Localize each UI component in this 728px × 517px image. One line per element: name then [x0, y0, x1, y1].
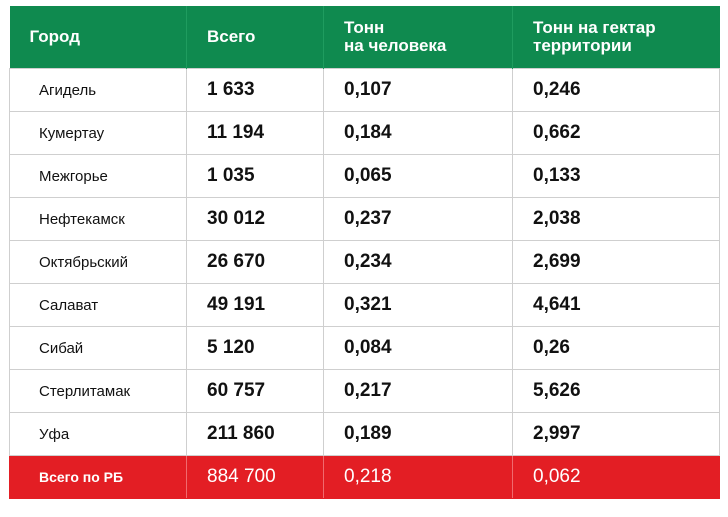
- per-person-cell: 0,107: [324, 69, 513, 112]
- per-person-cell: 0,237: [324, 198, 513, 241]
- per-hectare-cell: 4,641: [513, 284, 720, 327]
- city-cell: Кумертау: [10, 112, 187, 155]
- header-per-person-line-2: на человека: [344, 36, 447, 55]
- per-person-cell: 0,065: [324, 155, 513, 198]
- table-row: [10, 155, 720, 198]
- per-hectare-cell: 0,662: [513, 112, 720, 155]
- table-row: [10, 69, 720, 112]
- header-per-person-line-1: Тонн: [344, 18, 385, 37]
- city-cell: Салават: [10, 284, 187, 327]
- per-hectare-cell: 2,038: [513, 198, 720, 241]
- total-city-cell: Всего по РБ: [10, 456, 187, 499]
- header-city-line-1: Город: [29, 27, 81, 46]
- per-hectare-cell: 5,626: [513, 370, 720, 413]
- total-cell: 11 194: [187, 112, 324, 155]
- header-row: [10, 6, 720, 69]
- per-person-cell: 0,234: [324, 241, 513, 284]
- city-cell: Сибай: [10, 327, 187, 370]
- total-cell: 49 191: [187, 284, 324, 327]
- per-person-cell: 0,084: [324, 327, 513, 370]
- header-total: [187, 6, 324, 69]
- city-cell: Межгорье: [10, 155, 187, 198]
- per-person-cell: 0,217: [324, 370, 513, 413]
- total-cell: 211 860: [187, 413, 324, 456]
- header-per-hectare: [513, 6, 720, 69]
- total-cell: 26 670: [187, 241, 324, 284]
- city-cell: Агидель: [10, 69, 187, 112]
- header-per-hectare-line-1: Тонн на гектар: [533, 18, 656, 37]
- total-cell: 30 012: [187, 198, 324, 241]
- table-row: [10, 370, 720, 413]
- emissions-table: [9, 6, 720, 499]
- per-hectare-cell: 2,699: [513, 241, 720, 284]
- table-row: [10, 198, 720, 241]
- table-row: [10, 413, 720, 456]
- table-row: [10, 241, 720, 284]
- city-cell: Стерлитамак: [10, 370, 187, 413]
- per-person-cell: 0,189: [324, 413, 513, 456]
- city-cell: Октябрьский: [10, 241, 187, 284]
- table-row: [10, 112, 720, 155]
- total-total-cell: 884 700: [187, 456, 324, 499]
- total-per-person-cell: 0,218: [324, 456, 513, 499]
- city-cell: Уфа: [10, 413, 187, 456]
- per-person-cell: 0,321: [324, 284, 513, 327]
- header-total-line-1: Всего: [207, 27, 256, 46]
- total-cell: 1 035: [187, 155, 324, 198]
- total-cell: 1 633: [187, 69, 324, 112]
- header-per-person: [324, 6, 513, 69]
- table-row: [10, 327, 720, 370]
- total-per-hectare-cell: 0,062: [513, 456, 720, 499]
- per-hectare-cell: 2,997: [513, 413, 720, 456]
- per-hectare-cell: 0,133: [513, 155, 720, 198]
- per-person-cell: 0,184: [324, 112, 513, 155]
- total-row: [10, 456, 720, 499]
- header-per-hectare-line-2: территории: [533, 36, 632, 55]
- emissions-table-container: [9, 6, 719, 499]
- header-city: [10, 6, 187, 69]
- table-row: [10, 284, 720, 327]
- per-hectare-cell: 0,26: [513, 327, 720, 370]
- total-cell: 5 120: [187, 327, 324, 370]
- city-cell: Нефтекамск: [10, 198, 187, 241]
- table-body: [10, 69, 720, 499]
- per-hectare-cell: 0,246: [513, 69, 720, 112]
- total-cell: 60 757: [187, 370, 324, 413]
